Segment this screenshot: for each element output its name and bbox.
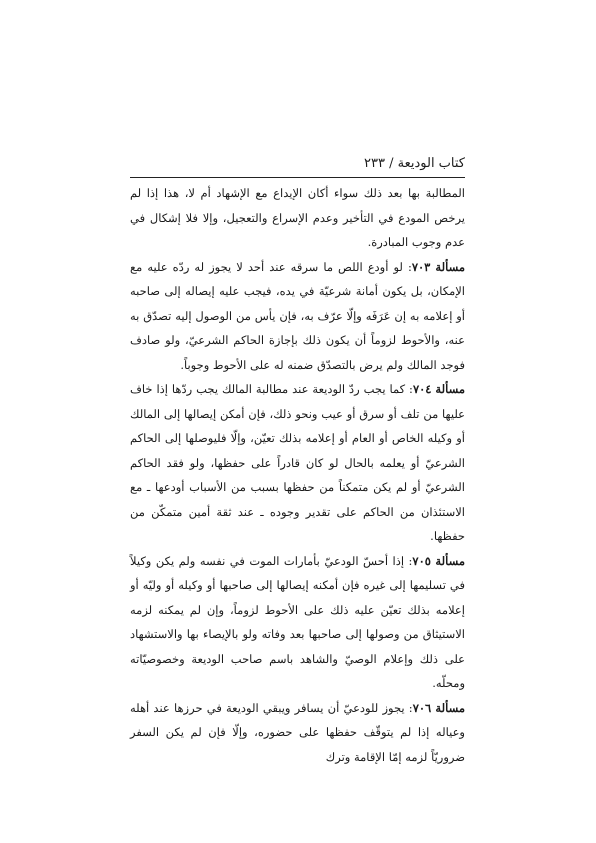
- issue-number: ٧٠٤: [412, 382, 432, 396]
- issue-label: مسألة: [435, 553, 466, 568]
- header-rule: [130, 177, 465, 178]
- issue-label: مسألة: [435, 259, 465, 274]
- issue-706: [130, 696, 465, 770]
- issue-number: ٧٠٥: [412, 553, 431, 568]
- issue-number: ٧٠٣: [411, 259, 431, 274]
- issue-label: مسألة: [435, 382, 465, 396]
- issue-704: [130, 377, 465, 549]
- body-text: [130, 181, 465, 769]
- paragraph-continuation: [130, 181, 465, 255]
- paragraph-text: : كما يجب ردّ الوديعة عند مطالبة المالك يجب ردّها إذا خاف عليها من تلف أو سرق أو عيب ونحو ذلك، فإن أمكن إيصالها إلى المالك أو وكيله الخاص أو العام أو إعلامه بذلك تعيّن، وإلّا فليوصلها إلى الحاكم الشرعيّ أو يعلمه بالحال لو كان قادراً على حفظها، ولو فقد الحاكم الشرعيّ أو لم يكن متمكناً من حفظها بسبب من الأسباب أودعها ـ مع الاستئذان من الحاكم على تقدير وجوده ـ عند ثقة أمين متمكّن من حفظها.: [130, 382, 465, 543]
- paragraph-text: المطالبة بها بعد ذلك سواء أكان الإيداع مع الإشهاد أم لا، هذا إذا لم يرخص المودع في التأخير وعدم الإسراع والتعجيل، وإلا فلا إشكال في عدم وجوب المبادرة.: [130, 186, 465, 249]
- running-header: [130, 153, 465, 175]
- issue-703: [130, 255, 465, 378]
- paragraph-text: : إذا أحسّ الودعيّ بأمارات الموت في نفسه ولم يكن وكيلاً في تسليمها إلى غيره فإن أمكنه إيصالها إلى صاحبها أو وكيله أو وليّه أو إعلامه بذلك تعيّن عليه ذلك على الأحوط لزوماً، وإن لم يمكنه لزمه الاستيثاق من وصولها إلى صاحبها بعد وفاته ولو بالإيصاء بها والاستشهاد على ذلك وإعلام الوصيّ والشاهد باسم صاحب الوديعة وخصوصيّاته ومحلّه.: [130, 553, 465, 690]
- paragraph-text: : لو أودع اللص ما سرقه عند أحد لا يجوز له ردّه عليه مع الإمكان، بل يكون أمانة شرعيّة في يده، فيجب عليه إيصاله إلى صاحبه أو إعلامه به إن عَرَفَه وإلّا عرّف به، فإن يأس من الوصول إليه تصدّق به عنه، والأحوط لزوماً أن يكون ذلك بإجازة الحاكم الشرعيّ، ولو صادف فوجد المالك ولم يرض بالتصدّق ضمنه له على الأحوط وجوباً.: [130, 259, 465, 372]
- issue-label: مسألة: [435, 700, 465, 715]
- issue-number: ٧٠٦: [412, 700, 432, 715]
- header-title: كتاب الوديعة / ٢٣٣: [364, 156, 465, 171]
- paragraph-text: : يجوز للودعيّ أن يسافر ويبقي الوديعة في حرزها عند أهله وعياله إذا لم يتوقّف حفظها على حضوره، وإلّا فإن لم يكن السفر ضروريّاً لزمه إمّا الإقامة وترك: [130, 700, 465, 764]
- issue-705: [130, 549, 465, 696]
